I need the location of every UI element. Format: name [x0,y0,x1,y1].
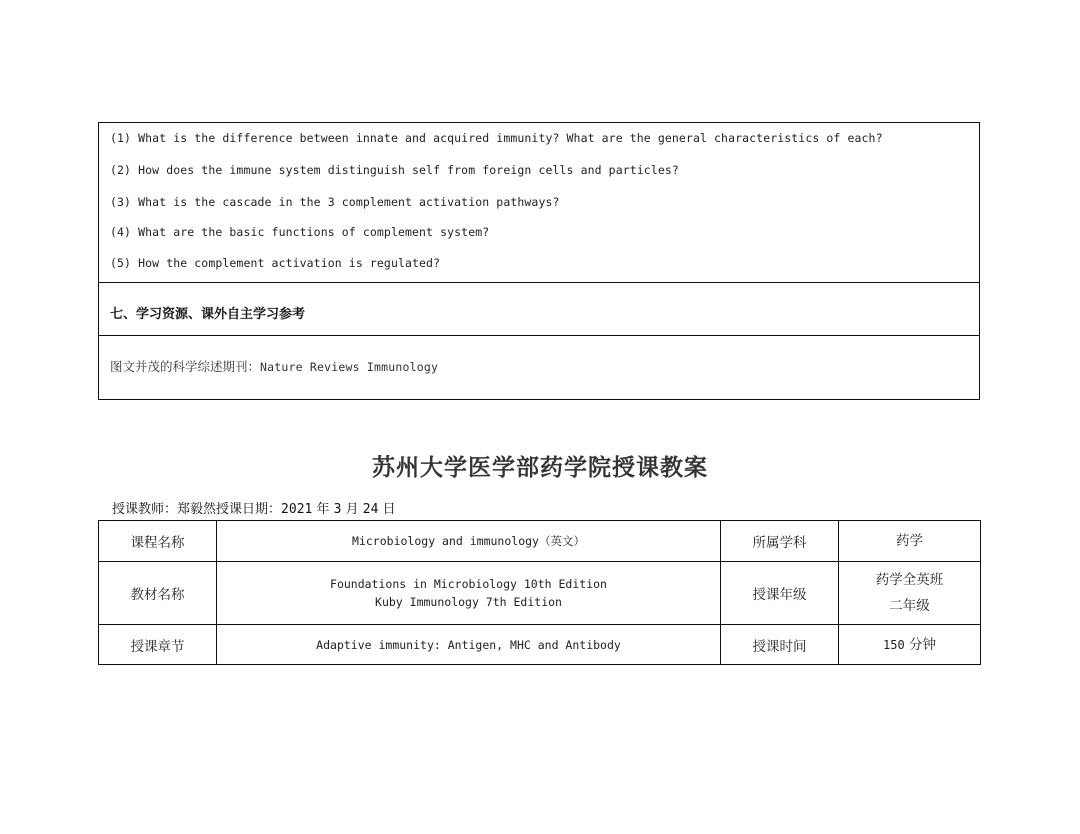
grade-value [839,562,981,625]
course-info-table [98,520,981,665]
duration-label: 授课时间 [721,625,839,665]
table-row [99,562,981,625]
chapter-label: 授课章节 [99,625,217,665]
teacher-date-line [112,498,396,517]
date-day: 24 [362,502,379,517]
resources-heading-cell [99,283,979,336]
discipline-label: 所属学科 [721,521,839,562]
question-2: (2) How does the immune system distinguish self from foreign cells and particles? [110,163,679,177]
grade-line-1: 药学全英班 [875,572,944,588]
resources-heading: 七、学习资源、课外自主学习参考 [110,307,306,322]
textbook-line-2: Kuby Immunology 7th Edition [375,595,562,609]
textbook-value [217,562,721,625]
duration-value [839,625,981,665]
grade-label: 授课年级 [721,562,839,625]
grade-line-2: 二年级 [889,598,930,614]
chapter-value: Adaptive immunity: Antigen, MHC and Antibody [217,625,721,665]
textbook-label: 教材名称 [99,562,217,625]
duration-number: 150 [883,637,905,652]
date-year-unit: 年 [316,502,330,517]
textbook-line-1: Foundations in Microbiology 10th Edition [330,577,607,591]
date-month: 3 [333,502,342,517]
resources-body-cell [99,336,979,399]
resources-journal: Nature Reviews Immunology [260,360,439,374]
questions-cell [99,123,979,283]
date-day-unit: 日 [382,502,396,517]
duration-unit: 分钟 [908,636,936,653]
question-4: (4) What are the basic functions of complement system? [110,225,490,239]
teacher-name: 郑毅然 [177,502,217,517]
page-title: 苏州大学医学部药学院授课教案 [372,454,708,481]
resources-body [110,357,438,375]
date-label: 授课日期： [216,502,282,517]
review-questions-table [98,122,980,400]
question-5: (5) How the complement activation is regulated? [110,256,441,270]
discipline-value: 药学 [839,521,981,562]
question-1: (1) What is the difference between innate and acquired immunity? What are the general characteristics of each? [110,131,883,145]
course-name-label: 课程名称 [99,521,217,562]
course-name-value: Microbiology and immunology（英文） [217,521,721,562]
table-row [99,521,981,562]
date-year: 2021 [281,502,313,517]
teacher-label: 授课教师： [112,502,178,517]
question-3: (3) What is the cascade in the 3 complement activation pathways? [110,195,560,209]
date-month-unit: 月 [345,502,359,517]
resources-label: 图文并茂的科学综述期刊： [110,359,261,374]
table-row [99,625,981,665]
